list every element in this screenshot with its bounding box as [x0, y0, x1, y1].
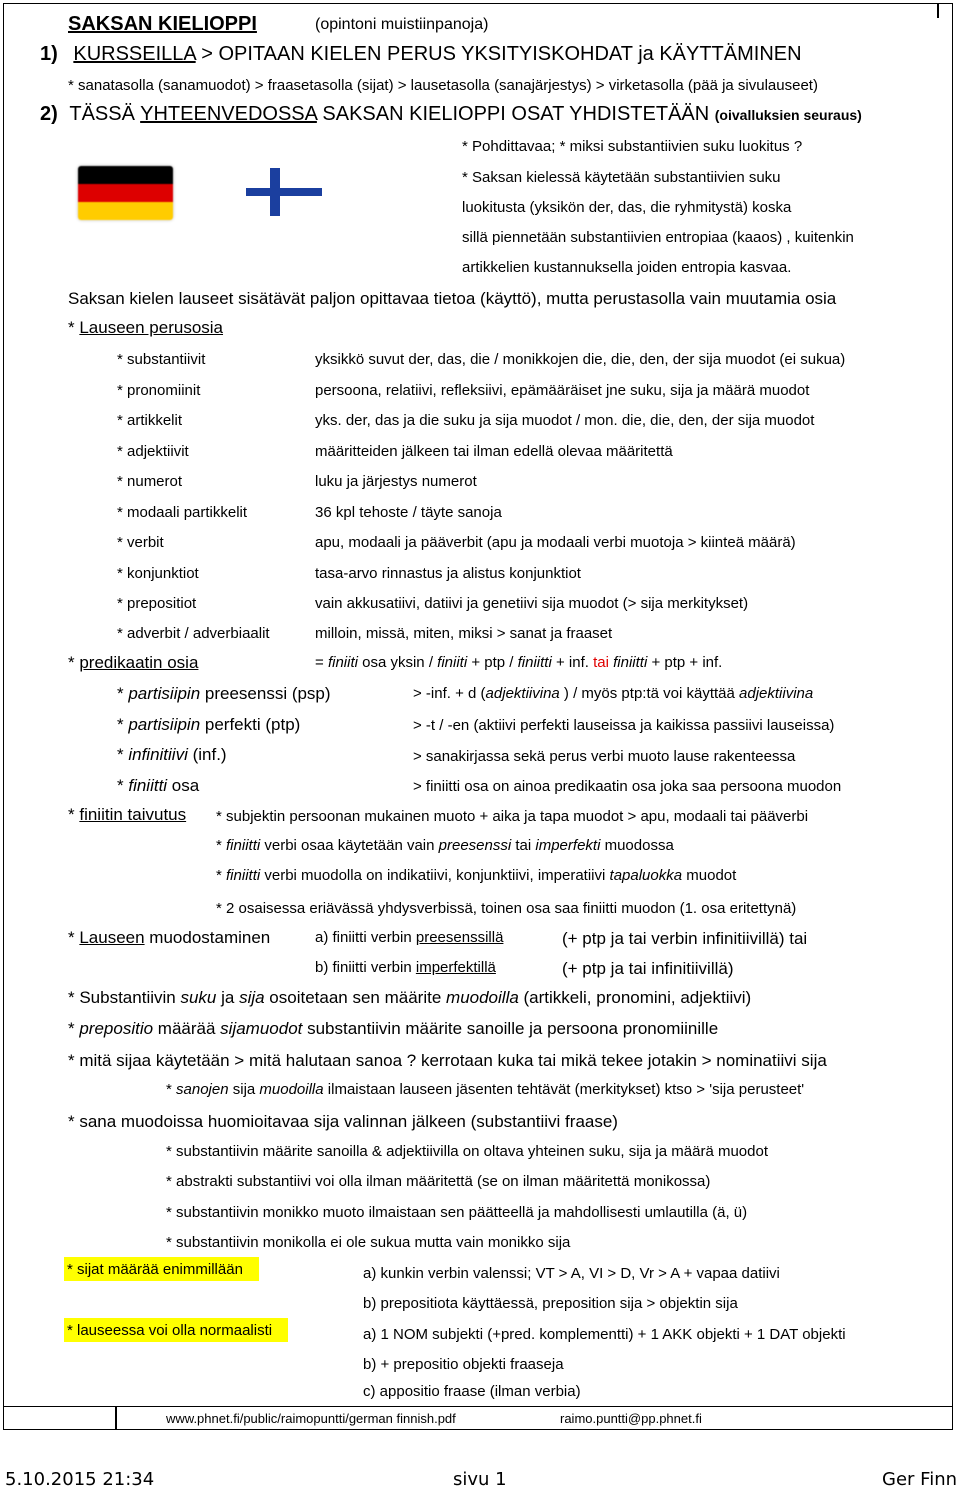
pred-item: * infinitiivi (inf.)	[117, 745, 227, 764]
part-desc: vain akkusatiivi, datiivi ja genetiivi sija muodot (> sija merkitykset)	[315, 595, 749, 612]
prepositio-line: * prepositio määrää sijamuodot substantiivin määrite sanoille ja persoona pronomiinille	[68, 1019, 719, 1038]
sijat-label: * sijat määrää enimmillään	[64, 1257, 259, 1281]
link-row-frame	[3, 1406, 953, 1430]
pred-item: * partisiipin preesenssi (psp)	[117, 684, 331, 703]
sijat-item: a) kunkin verbin valenssi; VT > A, VI > D, Vr > A + vapaa datiivi	[363, 1265, 780, 1282]
sijat-item: b) prepositiota käyttäessä, preposition sija > objektin sija	[363, 1295, 738, 1312]
pred-desc: > finiitti osa on ainoa predikaatin osa joka saa persoona muodon	[413, 778, 842, 795]
muodostaminen-heading: * Lauseen muodostaminen	[68, 928, 271, 947]
normaalisti-item: b) + prepositio objekti fraaseja	[363, 1356, 564, 1373]
muodostaminen-option: a) finiitti verbin preesenssillä	[315, 929, 504, 946]
sana-item: * substantiivin määrite sanoilla & adjektiivilla on oltava yhteinen suku, sija ja määrä muodot	[166, 1143, 768, 1160]
sana-heading: * sana muodoissa huomioitavaa sija valinnan jälkeen (substantiivi fraase)	[68, 1112, 618, 1131]
section-2-keyword: YHTEENVEDOSSA	[140, 103, 317, 125]
section-1-keyword: KURSSEILLA	[73, 43, 196, 65]
part-term: * artikkelit	[117, 412, 183, 429]
predikaatti-heading: * predikaatin osia	[68, 653, 199, 672]
pred-item: * partisiipin perfekti (ptp)	[117, 715, 301, 734]
part-desc: määritteiden jälkeen tai ilman edellä olevaa määritettä	[315, 443, 673, 460]
finnish-flag-icon	[246, 168, 322, 216]
section-number: 2)	[40, 103, 58, 125]
divider	[115, 1407, 117, 1429]
part-desc: yksikkö suvut der, das, die / monikkojen die, die, den, der sija muodot (ei sukua)	[315, 351, 846, 368]
pred-desc: > -inf. + d (adjektiivina ) / myös ptp:tä voi käyttää adjektiivina	[413, 685, 814, 702]
document-name: Ger Finn	[882, 1469, 958, 1490]
part-term: * adverbit / adverbiaalit	[117, 625, 270, 642]
german-flag-icon	[78, 166, 173, 220]
taivutus-line: * finiitti verbi muodolla on indikatiivi, konjunktiivi, imperatiivi tapaluokka muodot	[216, 867, 737, 884]
section-2-note: (oivalluksien seuraus)	[714, 107, 862, 123]
sana-item: * abstrakti substantiivi voi olla ilman määritettä (se on ilman määritettä monikossa)	[166, 1173, 711, 1190]
part-desc: tasa-arvo rinnastus ja alistus konjunktiot	[315, 565, 581, 582]
pred-desc: > sanakirjassa sekä perus verbi muoto lause rakenteessa	[413, 748, 796, 765]
part-term: * modaali partikkelit	[117, 504, 248, 521]
part-desc: luku ja järjestys numerot	[315, 473, 477, 490]
section-2-text: SAKSAN KIELIOPPI OSAT YHDISTETÄÄN	[316, 103, 710, 125]
perusosia-heading: * Lauseen perusosia	[68, 318, 224, 337]
lauseet-intro: Saksan kielen lauseet sisätävät paljon opittavaa tietoa (käyttö), mutta perustasolla vain muutamia osia	[68, 289, 837, 308]
mita-sub: * sanojen sija muodoilla ilmaistaan lauseen jäsenten tehtävät (merkitykset) ktso > 'sija perusteet'	[166, 1081, 805, 1098]
section-1-text: > OPITAAN KIELEN PERUS YKSITYISKOHDAT ja KÄYTTÄMINEN	[195, 43, 802, 65]
intro-answer-line: luokitusta (yksikön der, das, die ryhmitystä) koska	[462, 199, 792, 216]
part-term: * adjektiivit	[117, 443, 189, 460]
taivutus-heading: * finiitin taivutus	[68, 805, 187, 824]
pred-desc: > -t / -en (aktiivi perfekti lauseissa ja kaikissa passiivi lauseissa)	[413, 717, 835, 734]
normaalisti-label: * lauseessa voi olla normaalisti	[64, 1318, 288, 1342]
part-desc: yks. der, das ja die suku ja sija muodot / mon. die, die, den, der sija muodot	[315, 412, 815, 429]
intro-answer-line: sillä piennetään substantiivien entropiaa (kaaos) , kuitenkin	[462, 229, 854, 246]
section-number: 1)	[40, 43, 58, 65]
part-desc: milloin, missä, miten, miksi > sanat ja fraaset	[315, 625, 613, 642]
sana-item: * substantiivin monikolla ei ole sukua mutta vain monikko sija	[166, 1234, 571, 1251]
part-term: * verbit	[117, 534, 164, 551]
muodostaminen-note: (+ ptp ja tai infinitiivillä)	[562, 959, 734, 978]
part-term: * pronomiinit	[117, 382, 201, 399]
mita-line: * mitä sijaa käytetään > mitä halutaan sanoa ? kerrotaan kuka tai mikä tekee jotakin > nominatiivi sija	[68, 1051, 827, 1070]
section-1-subline: * sanatasolla (sanamuodot) > fraasetasolla (sijat) > lausetasolla (sanajärjestys) > virketasolla (pää ja sivulauseet)	[68, 77, 818, 94]
author-email[interactable]: raimo.puntti@pp.phnet.fi	[560, 1411, 702, 1426]
section-1-heading	[40, 44, 802, 64]
taivutus-line: * subjektin persoonan mukainen muoto + aika ja tapa muodot > apu, modaali tai pääverbi	[216, 808, 809, 825]
page-number: sivu 1	[453, 1469, 507, 1490]
divider	[937, 3, 939, 18]
part-term: * prepositiot	[117, 595, 197, 612]
section-2-word: TÄSSÄ	[69, 103, 135, 125]
print-date: 5.10.2015 21:34	[5, 1469, 155, 1490]
part-desc: apu, modaali ja pääverbit (apu ja modaali verbi muotoja > kiinteä määrä)	[315, 534, 796, 551]
predikaatti-desc: = finiiti osa yksin / finiiti + ptp / finiitti + inf. tai finiitti + ptp + inf.	[315, 654, 723, 671]
taivutus-line: * 2 osaisessa eriävässä yhdysverbissä, toinen osa saa finiitti muodon (1. osa eritettynä)	[216, 900, 797, 917]
sana-item: * substantiivin monikko muoto ilmaistaan sen päätteellä ja mahdollisesti umlautilla (ä, ü)	[166, 1204, 748, 1221]
page-title: SAKSAN KIELIOPPI	[68, 13, 257, 35]
section-2-heading	[40, 104, 862, 124]
page-subtitle: (opintoni muistiinpanoja)	[315, 16, 489, 33]
muodostaminen-option: b) finiitti verbin imperfektillä	[315, 959, 496, 976]
pred-item: * finiitti osa	[117, 776, 200, 795]
intro-answer-line: artikkelien kustannuksella joiden entropia kasvaa.	[462, 259, 792, 276]
normaalisti-item: c) appositio fraase (ilman verbia)	[363, 1383, 581, 1400]
intro-question: * Pohdittavaa; * miksi substantiivien suku luokitus ?	[462, 138, 803, 155]
part-term: * numerot	[117, 473, 183, 490]
part-desc: 36 kpl tehoste / täyte sanoja	[315, 504, 502, 521]
source-url[interactable]: www.phnet.fi/public/raimopuntti/german finnish.pdf	[166, 1411, 456, 1426]
substantiivin-line: * Substantiivin suku ja sija osoitetaan sen määrite muodoilla (artikkeli, pronomini, adjektiivi)	[68, 988, 752, 1007]
muodostaminen-note: (+ ptp ja tai verbin infinitiivillä) tai	[562, 929, 808, 948]
intro-answer-line: * Saksan kielessä käytetään substantiivien suku	[462, 169, 781, 186]
part-desc: persoona, relatiivi, refleksiivi, epämääräiset jne suku, sija ja määrä muodot	[315, 382, 810, 399]
part-term: * konjunktiot	[117, 565, 199, 582]
taivutus-line: * finiitti verbi osaa käytetään vain preesenssi tai imperfekti muodossa	[216, 837, 674, 854]
normaalisti-item: a) 1 NOM subjekti (+pred. komplementti) + 1 AKK objekti + 1 DAT objekti	[363, 1326, 846, 1343]
part-term: * substantiivit	[117, 351, 206, 368]
